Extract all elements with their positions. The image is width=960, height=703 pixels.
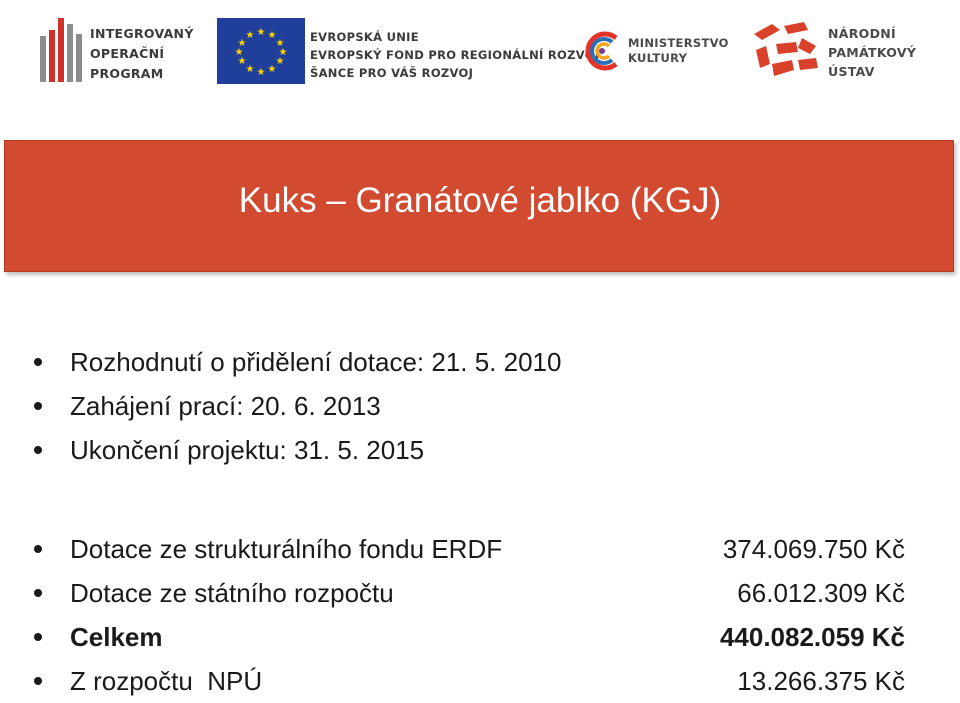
slide-title: Kuks – Granátové jablko (KGJ) (238, 181, 722, 220)
funding-label: Dotace ze státního rozpočtu (70, 578, 394, 608)
list-item (30, 527, 905, 571)
svg-text:★: ★ (275, 38, 285, 49)
svg-text:★: ★ (256, 67, 266, 78)
eu-logo-text (310, 28, 599, 82)
date-text: Rozhodnutí o přidělení dotace: 21. 5. 2010 (70, 347, 562, 377)
iop-line: OPERAČNÍ (90, 46, 165, 61)
bullet-icon (34, 545, 42, 553)
npu-line: ÚSTAV (828, 64, 875, 79)
funding-amount: 440.082.059 Kč (719, 622, 905, 652)
svg-text:★: ★ (267, 64, 277, 75)
iop-logo-text (90, 24, 194, 84)
svg-text:★: ★ (237, 38, 247, 49)
eu-line: EVROPSKÁ UNIE (310, 30, 419, 44)
list-item-total (30, 615, 905, 659)
bullet-icon (34, 677, 42, 685)
eu-line: ŠANCE PRO VÁŠ ROZVOJ (310, 66, 474, 80)
svg-text:★: ★ (275, 56, 285, 67)
project-dates-list (30, 340, 561, 472)
svg-text:★: ★ (256, 27, 266, 38)
iop-line: PROGRAM (90, 66, 164, 81)
svg-text:★: ★ (234, 47, 244, 58)
logo-strip (0, 0, 960, 110)
ministry-of-culture-logo (578, 14, 738, 94)
funding-list (30, 527, 905, 703)
eu-flag-icon (217, 18, 305, 84)
funding-amount: 13.266.375 Kč (737, 666, 905, 696)
iop-line: INTEGROVANÝ (90, 26, 194, 41)
iop-bars-icon (38, 14, 88, 86)
svg-text:★: ★ (278, 47, 288, 58)
date-text: Zahájení prací: 20. 6. 2013 (70, 391, 381, 421)
bullet-icon (34, 402, 42, 410)
ministry-line: MINISTERSTVO (628, 36, 729, 50)
funding-amount: 374.069.750 Kč (722, 534, 905, 564)
list-item (30, 659, 905, 703)
list-item (30, 384, 561, 428)
svg-text:★: ★ (267, 30, 277, 41)
iop-logo (38, 14, 218, 94)
npu-logo (748, 14, 948, 94)
svg-text:★: ★ (237, 56, 247, 67)
npu-logo-text (828, 24, 916, 81)
funding-amount: 66.012.309 Kč (737, 578, 905, 608)
title-banner (4, 140, 954, 272)
date-text: Ukončení projektu: 31. 5. 2015 (70, 435, 425, 465)
npu-mark-icon (750, 20, 824, 82)
svg-text:★: ★ (245, 64, 255, 75)
list-item (30, 571, 905, 615)
funding-label: Z rozpočtu NPÚ (70, 666, 263, 696)
npu-line: NÁRODNÍ (828, 26, 896, 41)
bullet-icon (34, 633, 42, 641)
funding-label: Celkem (70, 622, 163, 652)
bullet-icon (34, 589, 42, 597)
list-item (30, 340, 561, 384)
ministry-logo-text (628, 36, 729, 66)
list-item (30, 428, 561, 472)
npu-line: PAMÁTKOVÝ (828, 45, 917, 60)
eu-line: EVROPSKÝ FOND PRO REGIONÁLNÍ ROZVOJ (310, 48, 600, 62)
bullet-icon (34, 446, 42, 454)
eu-logo (215, 14, 600, 94)
funding-label: Dotace ze strukturálního fondu ERDF (70, 534, 503, 564)
bullet-icon (34, 358, 42, 366)
ministry-line: KULTURY (628, 51, 688, 65)
svg-text:★: ★ (245, 30, 255, 41)
ministry-c-icon (580, 28, 626, 74)
